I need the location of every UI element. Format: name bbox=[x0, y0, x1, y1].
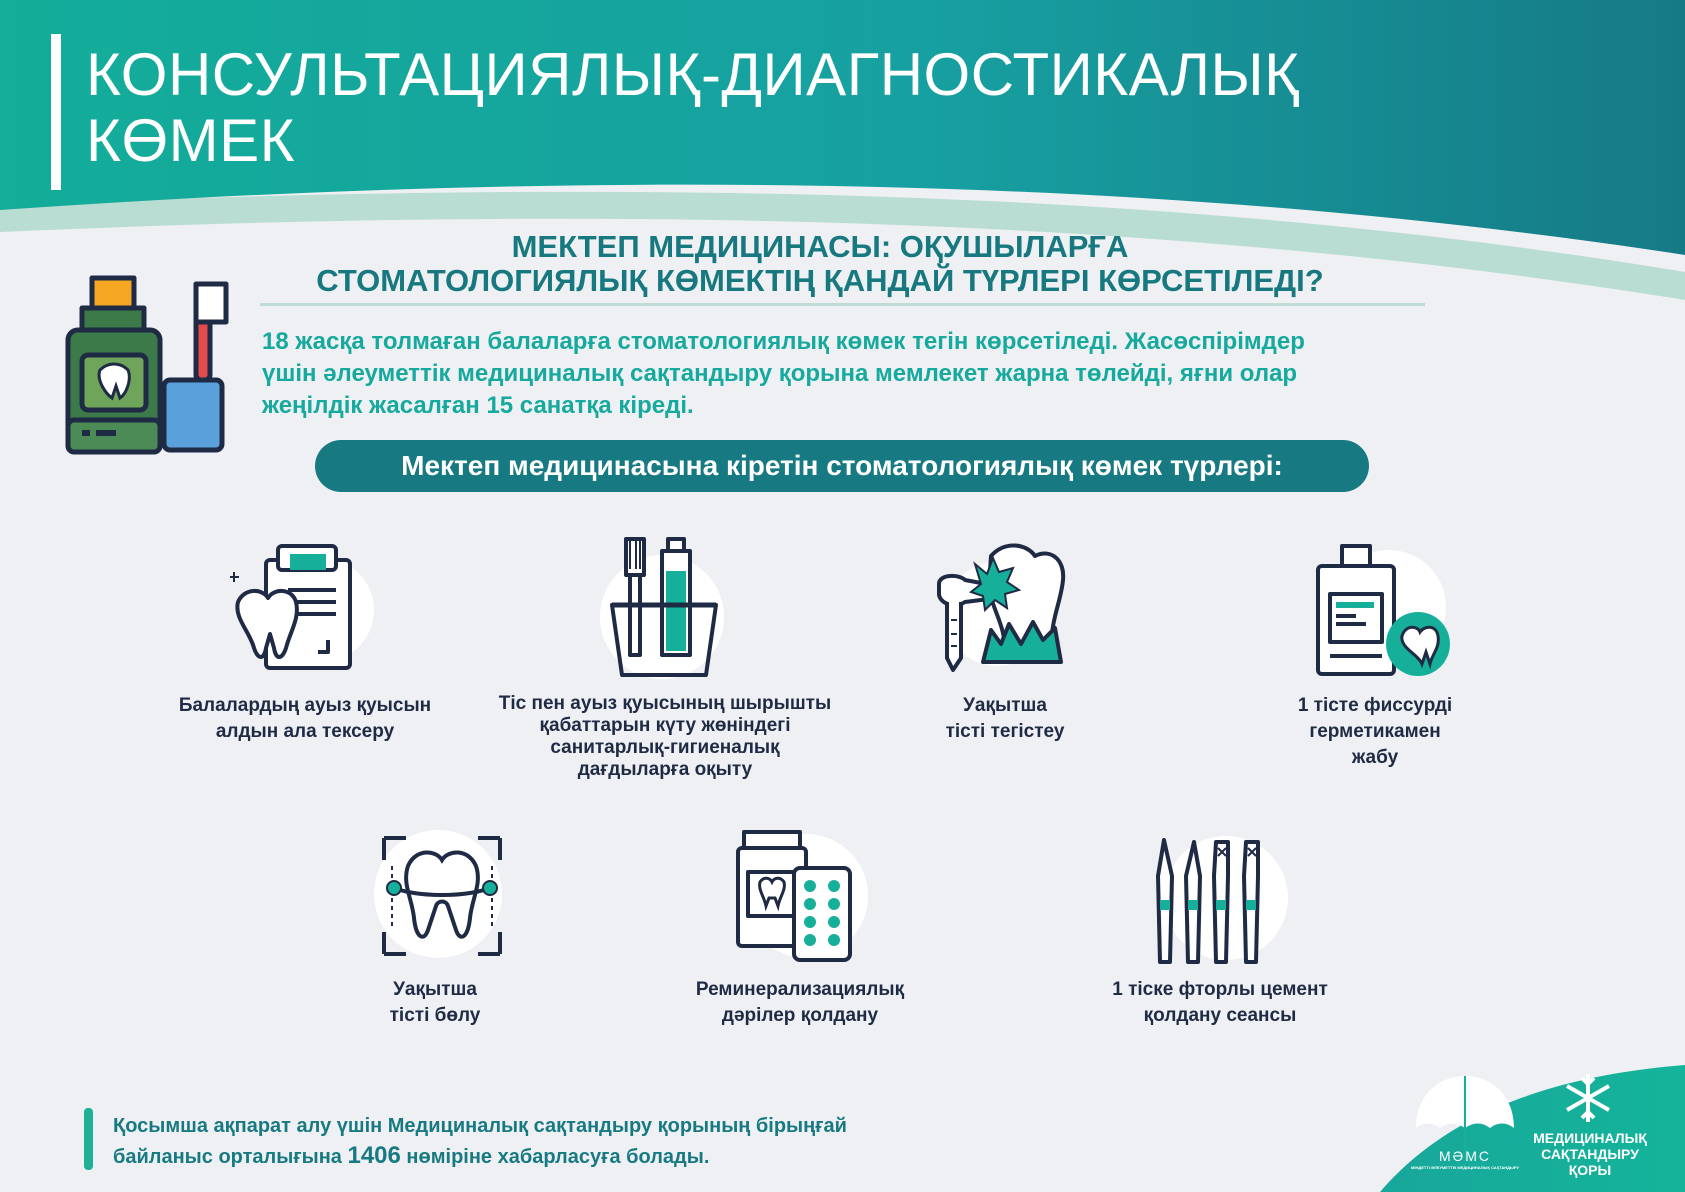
page-title-line-2: КӨМЕК bbox=[86, 107, 296, 174]
dental-instruments-icon bbox=[1150, 836, 1290, 966]
label-line: Уақытша bbox=[963, 695, 1047, 716]
label-line: қолдану сеансы bbox=[1143, 1005, 1297, 1026]
label-line: тісті тегістеу bbox=[945, 721, 1065, 742]
label-line: дағдыларға оқыту bbox=[577, 759, 753, 780]
tooth-clipboard-icon bbox=[230, 540, 380, 680]
snowflake-logo-icon bbox=[1560, 1070, 1616, 1126]
intro-line-2: үшін әлеуметтік медициналық сақтандыру қорына мемлекет жарна төлейді, яғни олар bbox=[262, 360, 1298, 387]
page-title-line-1: КОНСУЛЬТАЦИЯЛЫҚ-ДИАГНОСТИКАЛЫҚ bbox=[86, 41, 1300, 108]
service-label-fissure-sealing bbox=[1225, 693, 1525, 771]
section-heading-underline bbox=[260, 303, 1425, 306]
service-label-checkup bbox=[150, 693, 460, 745]
fund-logo-line: МЕДИЦИНАЛЫҚ bbox=[1533, 1130, 1647, 1146]
label-line: Балалардың ауыз қуысын bbox=[178, 695, 432, 716]
services-heading-pill: Мектеп медицинасына кіретін стоматологиялық көмек түрлері: bbox=[315, 440, 1369, 492]
service-label-remineralization bbox=[650, 977, 950, 1029]
intro-line-1: 18 жасқа толмаған балаларға стоматологиялық көмек тегін көрсетіледі. Жасөспірімдер bbox=[262, 328, 1305, 355]
footer-phone-number: 1406 bbox=[347, 1142, 401, 1169]
service-label-tooth-grinding bbox=[855, 693, 1155, 745]
medicine-pills-icon bbox=[732, 826, 872, 966]
page-title bbox=[86, 42, 1386, 174]
service-label-fluoride-cement bbox=[1065, 977, 1375, 1029]
label-line: Уақытша bbox=[393, 979, 477, 1000]
footer-contact-note bbox=[113, 1112, 1013, 1172]
sealant-bottle-icon bbox=[1310, 540, 1460, 680]
intro-line-3: жеңілдік жасалған 15 санатқа кіреді. bbox=[262, 392, 694, 419]
mams-logo-name: МӘМС bbox=[1439, 1148, 1491, 1164]
label-line: 1 тісте фиссурді bbox=[1297, 695, 1453, 716]
title-accent-bar bbox=[51, 34, 61, 190]
toothbrush-cup-icon bbox=[610, 535, 720, 685]
dental-drill-icon bbox=[935, 540, 1075, 680]
label-line: Реминерализациялық bbox=[695, 979, 905, 1000]
service-item-tooth-separation bbox=[372, 826, 512, 966]
label-line: алдын ала тексеру bbox=[215, 721, 395, 742]
label-line: герметикамен bbox=[1309, 721, 1441, 742]
label-line: 1 тіске фторлы цемент bbox=[1112, 979, 1328, 1000]
footer-accent-bar bbox=[84, 1108, 93, 1170]
service-label-hygiene-training bbox=[460, 693, 870, 781]
section-heading-line-1: МЕКТЕП МЕДИЦИНАСЫ: ОҚУШЫЛАРҒА bbox=[511, 229, 1129, 264]
footer-text-line-2 bbox=[113, 1141, 1013, 1172]
fund-logo-text bbox=[1530, 1130, 1650, 1178]
service-item-checkup bbox=[230, 540, 380, 680]
service-item-remineralization bbox=[732, 826, 872, 966]
service-item-fissure-sealing bbox=[1310, 540, 1460, 680]
tooth-scan-icon bbox=[372, 826, 512, 966]
label-line: Тіс пен ауыз қуысының шырышты bbox=[498, 693, 832, 714]
footer-text: нөміріне хабарласуға болады. bbox=[400, 1146, 710, 1168]
label-line: санитарлық-гигиеналық bbox=[550, 737, 780, 758]
intro-paragraph bbox=[262, 326, 1462, 422]
label-line: тісті бөлу bbox=[389, 1005, 481, 1026]
label-line: жабу bbox=[1351, 747, 1399, 768]
label-line: қабаттарын күту жөніндегі bbox=[539, 715, 791, 736]
section-heading-line-2: СТОМАТОЛОГИЯЛЫҚ КӨМЕКТІҢ ҚАНДАЙ ТҮРЛЕРІ КӨРСЕТІЛЕДІ? bbox=[316, 263, 1324, 298]
mams-logo-subtitle: МІНДЕТТІ ӘЛЕУМЕТТІК МЕДИЦИНАЛЫҚ САҚТАНДЫРУ bbox=[1411, 1165, 1519, 1170]
service-item-fluoride-cement bbox=[1150, 836, 1290, 966]
mouthwash-toothbrush-icon bbox=[60, 270, 240, 470]
fund-logo-line: САҚТАНДЫРУ bbox=[1541, 1146, 1639, 1162]
fund-logo-line: ҚОРЫ bbox=[1568, 1162, 1612, 1178]
service-label-tooth-separation bbox=[290, 977, 580, 1029]
section-heading bbox=[240, 230, 1400, 298]
footer-text-line-1: Қосымша ақпарат алу үшін Медициналық сақтандыру қорының бірыңғай bbox=[113, 1115, 847, 1137]
label-line: дәрілер қолдану bbox=[721, 1005, 879, 1026]
service-item-hygiene-training bbox=[600, 535, 740, 685]
footer-text: байланыс орталығына bbox=[113, 1146, 348, 1168]
service-item-tooth-grinding bbox=[935, 540, 1075, 680]
